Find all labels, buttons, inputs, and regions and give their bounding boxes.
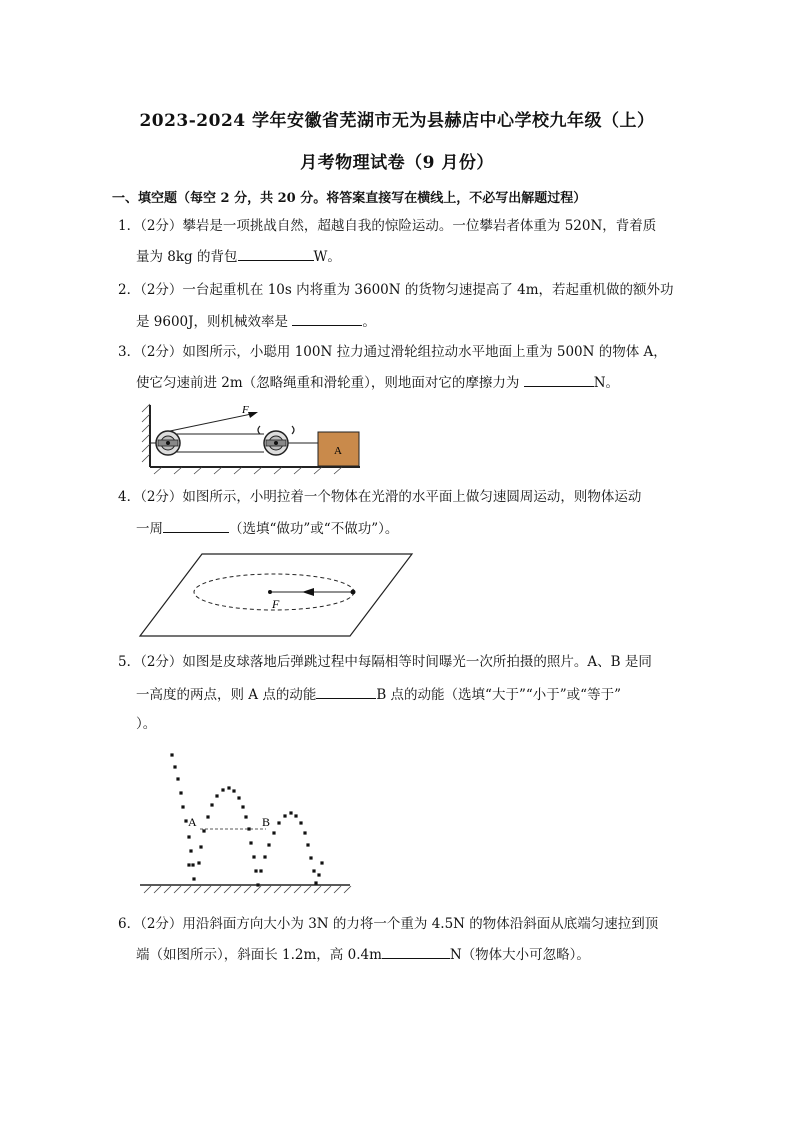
ball-dot bbox=[176, 777, 179, 780]
answer-blank-4[interactable] bbox=[163, 518, 229, 533]
ball-dot bbox=[202, 829, 205, 832]
hatch-mark bbox=[324, 886, 331, 893]
question-6-text-before-blank: 端（如图所示），斜面长 1.2m，高 0.4m bbox=[136, 947, 382, 963]
question-2-text-before-blank: 是 9600J，则机械效率是 bbox=[136, 314, 289, 330]
ball-dot bbox=[317, 873, 320, 876]
question-1-text: 1．（2分）攀岩是一项挑战自然，超越自我的惊险运动。一位攀岩者体重为 520N，背着质 bbox=[118, 218, 657, 234]
ball-dot bbox=[263, 855, 266, 858]
ball-dot bbox=[191, 863, 194, 866]
ball-dot bbox=[272, 831, 275, 834]
ball-dot bbox=[299, 821, 302, 824]
hatch-mark bbox=[264, 886, 271, 893]
hatch-mark bbox=[254, 886, 261, 893]
ball-dot bbox=[237, 796, 240, 799]
pulley-figure bbox=[140, 400, 365, 475]
hatch-mark bbox=[184, 886, 191, 893]
question-5-options: B 点的动能（选填“大于”“小于”或“等于” bbox=[376, 687, 621, 703]
answer-blank-2[interactable] bbox=[292, 311, 362, 326]
ball-dot bbox=[187, 835, 190, 838]
question-4-text: 4．（2分）如图所示，小明拉着一个物体在光滑的水平面上做匀速圆周运动，则物体运动 bbox=[118, 489, 642, 505]
question-5-end: ）。 bbox=[136, 716, 157, 732]
ball-dot bbox=[289, 811, 292, 814]
ball-dot bbox=[215, 794, 218, 797]
movable-pulley bbox=[258, 426, 294, 455]
question-2-continuation bbox=[136, 311, 376, 332]
hatch-mark bbox=[204, 886, 211, 893]
ball-dot bbox=[283, 814, 286, 817]
question-3-text-before-blank: 使它匀速前进 2m（忽略绳重和滑轮重），则地面对它的摩擦力为 bbox=[136, 375, 520, 391]
block-label-a: A bbox=[334, 445, 342, 457]
ball-dot bbox=[314, 881, 317, 884]
hatch-mark bbox=[294, 886, 301, 893]
circle-center-dot bbox=[268, 590, 272, 594]
hatch-mark bbox=[154, 886, 161, 893]
ball-dot bbox=[173, 765, 176, 768]
ball-dot bbox=[221, 788, 224, 791]
point-label-a: A bbox=[188, 815, 197, 829]
question-6-text: 6．（2分）用沿斜面方向大小为 3N 的力将一个重为 4.5N 的物体沿斜面从底端匀速拉到顶 bbox=[118, 916, 659, 932]
question-4-continuation bbox=[136, 518, 398, 539]
hatch-mark bbox=[194, 886, 201, 893]
ground-hatching bbox=[144, 886, 351, 893]
ball-dot bbox=[244, 815, 247, 818]
fixed-pulley bbox=[156, 431, 180, 455]
hatch-mark bbox=[224, 886, 231, 893]
ball-dot bbox=[232, 789, 235, 792]
section-heading: 一、填空题（每空 2 分，共 20 分。将答案直接写在横线上，不必写出解题过程） bbox=[112, 191, 587, 206]
hatch-mark bbox=[284, 886, 291, 893]
ball-dot bbox=[294, 814, 297, 817]
question-3-continuation bbox=[136, 372, 619, 393]
ball-dot bbox=[320, 861, 323, 864]
ball-dot bbox=[181, 805, 184, 808]
hatch-mark bbox=[304, 886, 311, 893]
ball-dot bbox=[249, 841, 252, 844]
ball-dot bbox=[312, 869, 315, 872]
ball-dot bbox=[241, 805, 244, 808]
answer-blank-6[interactable] bbox=[382, 944, 450, 959]
question-1-continuation bbox=[136, 246, 341, 267]
answer-blank-1[interactable] bbox=[238, 246, 314, 261]
hatch-mark bbox=[314, 886, 321, 893]
ball-dot bbox=[303, 831, 306, 834]
ball-dot bbox=[277, 821, 280, 824]
moving-object-dot bbox=[351, 590, 356, 595]
point-label-b: B bbox=[262, 815, 271, 829]
ball-dot bbox=[210, 803, 213, 806]
hatch-mark bbox=[234, 886, 241, 893]
ball-dot bbox=[197, 861, 200, 864]
hatch-mark bbox=[144, 886, 151, 893]
ground-hatching bbox=[154, 467, 342, 474]
answer-blank-3[interactable] bbox=[524, 372, 594, 387]
force-label-f: F bbox=[272, 597, 280, 611]
ball-dot bbox=[179, 791, 182, 794]
question-4-text-before-blank: 一周 bbox=[136, 521, 163, 537]
exam-title: 2023-2024 学年安徽省芜湖市无为县赫店中心学校九年级（上） bbox=[139, 111, 655, 131]
question-1-text-before-blank: 量为 8kg 的背包 bbox=[136, 249, 238, 265]
hatch-mark bbox=[334, 886, 341, 893]
force-label-f: F bbox=[242, 404, 249, 416]
hatch-mark bbox=[274, 886, 281, 893]
question-6-continuation bbox=[136, 944, 590, 965]
force-arrow-head bbox=[302, 588, 314, 596]
ball-dot bbox=[199, 845, 202, 848]
ball-dot bbox=[309, 856, 312, 859]
hatch-mark bbox=[174, 886, 181, 893]
question-6-end: N（物体大小可忽略）。 bbox=[449, 947, 590, 963]
question-4-options: （选填“做功”或“不做功”）。 bbox=[229, 521, 399, 537]
hatch-mark bbox=[214, 886, 221, 893]
question-5-text: 5．（2分）如图是皮球落地后弹跳过程中每隔相等时间曝光一次所拍摄的照片。A、B 是同 bbox=[118, 654, 652, 670]
ball-dot bbox=[187, 863, 190, 866]
ball-dot bbox=[170, 753, 173, 756]
question-5-text-before-blank: 一高度的两点，则 A 点的动能 bbox=[136, 687, 317, 703]
ball-dot bbox=[192, 877, 195, 880]
hatch-mark bbox=[244, 886, 251, 893]
ball-dot bbox=[227, 786, 230, 789]
ball-dot bbox=[206, 815, 209, 818]
force-arrow-head bbox=[248, 412, 258, 418]
question-3-text: 3．（2分）如图所示，小聪用 100N 拉力通过滑轮组拉动水平地面上重为 500N 的物体 A， bbox=[118, 344, 667, 360]
ball-dot bbox=[256, 883, 259, 886]
wall-hatching bbox=[142, 404, 150, 462]
ball-dot bbox=[254, 869, 257, 872]
ball-dot bbox=[259, 869, 262, 872]
exam-subtitle: 月考物理试卷（9 月份） bbox=[300, 153, 494, 173]
question-2-text: 2．（2分）一台起重机在 10s 内将重为 3600N 的货物匀速提高了 4m，若起重机做的额外功 bbox=[118, 282, 674, 298]
question-2-end: 。 bbox=[362, 314, 376, 330]
answer-blank-5[interactable] bbox=[316, 684, 376, 699]
ball-dot bbox=[252, 855, 255, 858]
question-1-unit: W。 bbox=[313, 249, 341, 265]
question-5-continuation bbox=[136, 684, 621, 705]
ball-dot bbox=[189, 849, 192, 852]
question-3-unit: N。 bbox=[593, 375, 620, 391]
circular-motion-figure bbox=[138, 550, 416, 640]
ball-dot bbox=[306, 843, 309, 846]
hatch-mark bbox=[344, 886, 351, 893]
horizontal-plane bbox=[140, 554, 412, 636]
hatch-mark bbox=[164, 886, 171, 893]
bouncing-ball-figure bbox=[138, 745, 356, 895]
ball-dot bbox=[267, 843, 270, 846]
